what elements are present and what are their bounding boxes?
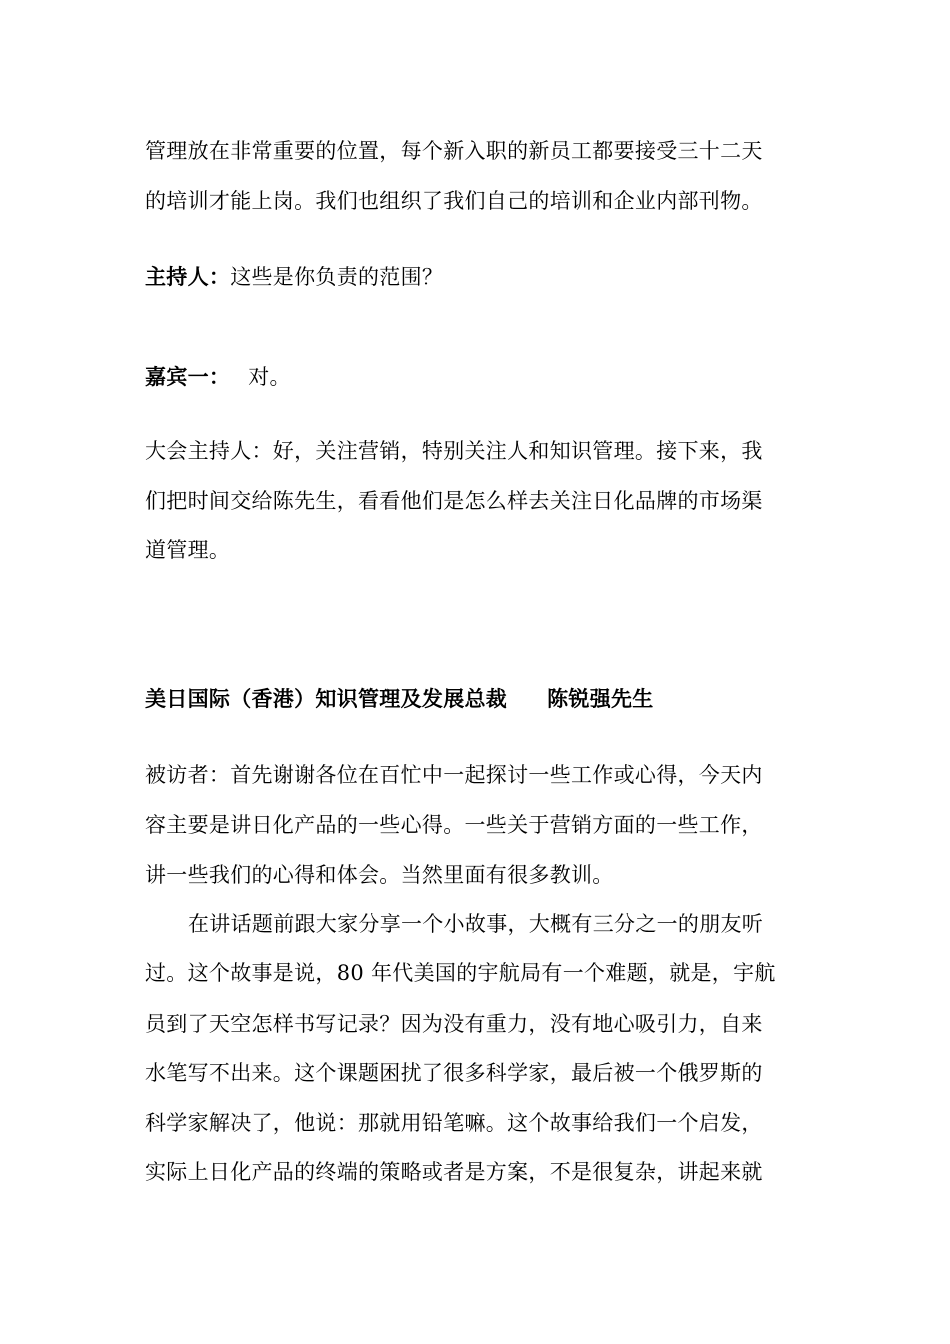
guest-answer-text: 对。 [248, 365, 291, 389]
section-heading [145, 684, 654, 714]
paragraph-intro-line-2: 的培训才能上岗。我们也组织了我们自己的培训和企业内部刊物。 [145, 189, 763, 213]
host-question [145, 262, 443, 292]
section-heading-name: 陈锐强先生 [547, 686, 654, 711]
conference-host-line-3: 道管理。 [145, 538, 231, 562]
story-line-3: 员到了天空怎样书写记录？因为没有重力，没有地心吸引力，自来 [145, 1012, 763, 1036]
paragraph-intro-line-1: 管理放在非常重要的位置，每个新入职的新员工都要接受三十二天 [145, 139, 763, 163]
host-question-text: 这些是你负责的范围？ [230, 265, 444, 289]
story-line-4: 水笔写不出来。这个课题困扰了很多科学家，最后被一个俄罗斯的 [145, 1061, 763, 1085]
interviewee-intro-line-3: 讲一些我们的心得和体会。当然里面有很多教训。 [145, 863, 614, 887]
story-line-1: 在讲话题前跟大家分享一个小故事，大概有三分之一的朋友听 [188, 912, 764, 936]
section-heading-title: 美日国际（香港）知识管理及发展总裁 [145, 686, 508, 711]
host-speaker-label: 主持人： [145, 264, 231, 289]
guest-answer [145, 362, 291, 392]
story-line-5: 科学家解决了，他说：那就用铅笔嘛。这个故事给我们一个启发， [145, 1111, 763, 1135]
conference-host-line-1: 大会主持人：好，关注营销，特别关注人和知识管理。接下来，我 [145, 439, 763, 463]
interviewee-intro-line-2: 容主要是讲日化产品的一些心得。一些关于营销方面的一些工作， [145, 813, 763, 837]
story-line-6: 实际上日化产品的终端的策略或者是方案，不是很复杂，讲起来就 [145, 1160, 763, 1184]
conference-host-line-2: 们把时间交给陈先生，看看他们是怎么样去关注日化品牌的市场渠 [145, 489, 763, 513]
story-line-2: 过。这个故事是说，80 年代美国的宇航局有一个难题，就是，宇航 [145, 961, 776, 985]
guest-speaker-label: 嘉宾一： [145, 364, 231, 389]
interviewee-intro-line-1: 被访者：首先谢谢各位在百忙中一起探讨一些工作或心得，今天内 [145, 763, 763, 787]
